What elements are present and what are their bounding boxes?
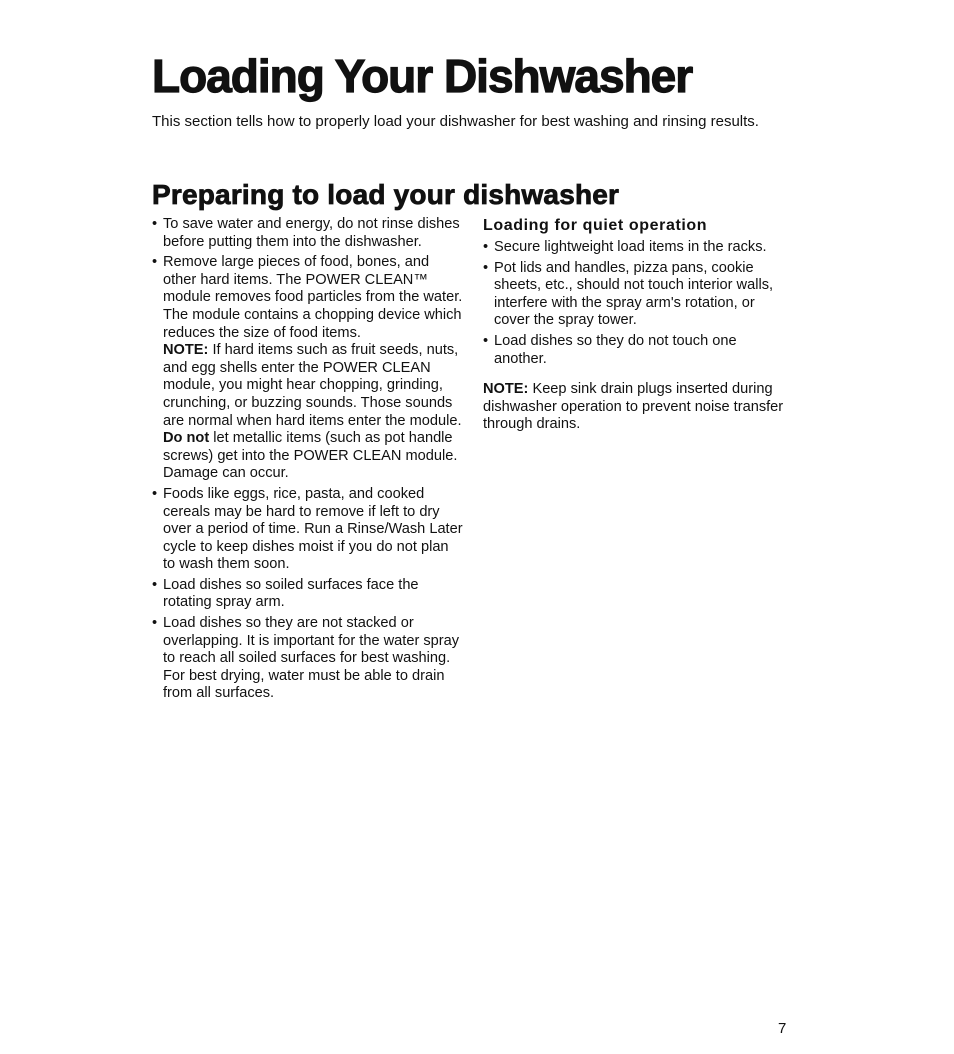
section-heading: Preparing to load your dishwasher: [152, 179, 620, 210]
list-item: [152, 486, 464, 574]
list-item: [483, 260, 793, 330]
list-item-text: Load dishes so they are not stacked or overlapping. It is important for the water spray to reach all soiled surfaces for best washing. For best drying, water must be able to drain from all surfaces.: [163, 615, 460, 702]
list-item-text: Remove large pieces of food, bones, and other hard items. The POWER CLEAN™ module removes food particles from the water. The module contains a chopping device which reduces the size of food items.: [163, 254, 463, 341]
list-item-text: Load dishes so soiled surfaces face the rotating spray arm.: [163, 576, 419, 611]
power-clean-note: [163, 342, 464, 483]
list-item-text: Foods like eggs, rice, pasta, and cooked cereals may be hard to remove if left to dry over a period of time. Run a Rinse/Wash Later cycle to keep dishes moist if you do not plan to wash them soon.: [163, 485, 463, 573]
list-item: [152, 216, 464, 251]
left-column: [152, 216, 464, 706]
quiet-operation-list: [483, 239, 793, 368]
right-column: [483, 216, 793, 434]
list-item: [483, 333, 793, 368]
list-item-text: Secure lightweight load items in the racks.: [494, 239, 767, 255]
quiet-operation-heading: Loading for quiet operation: [483, 217, 708, 234]
note-emphasis: Do not: [163, 430, 210, 447]
list-item: [152, 615, 464, 703]
note-label: NOTE:: [163, 342, 209, 359]
note-text: Keep sink drain plugs inserted during dishwasher operation to prevent noise transfer through drains.: [483, 381, 784, 433]
list-item-text: Load dishes so they do not touch one another.: [494, 332, 737, 367]
drain-plug-note: [483, 381, 793, 434]
list-item-text: Pot lids and handles, pizza pans, cookie sheets, etc., should not touch interior walls, interfere with the spray arm's rotation, or cover the spray tower.: [494, 259, 774, 329]
preparing-list: [152, 216, 464, 703]
list-item-text: To save water and energy, do not rinse dishes before putting them into the dishwasher.: [163, 216, 460, 250]
note-label: NOTE:: [483, 381, 529, 398]
page-number: 7: [778, 1020, 787, 1037]
list-item: [152, 577, 464, 612]
note-text: If hard items such as fruit seeds, nuts, and egg shells enter the POWER CLEAN module, you might hear chopping, grinding, crunching, or buzzing sounds. Those sounds are normal when hard items enter the module.: [163, 342, 462, 429]
list-item: [152, 254, 464, 483]
intro-text: This section tells how to properly load your dishwasher for best washing and rinsing results.: [152, 113, 759, 130]
list-item: [483, 239, 793, 257]
page-title: Loading Your Dishwasher: [152, 50, 693, 102]
note-text: let metallic items (such as pot handle screws) get into the POWER CLEAN module. Damage can occur.: [163, 430, 458, 482]
